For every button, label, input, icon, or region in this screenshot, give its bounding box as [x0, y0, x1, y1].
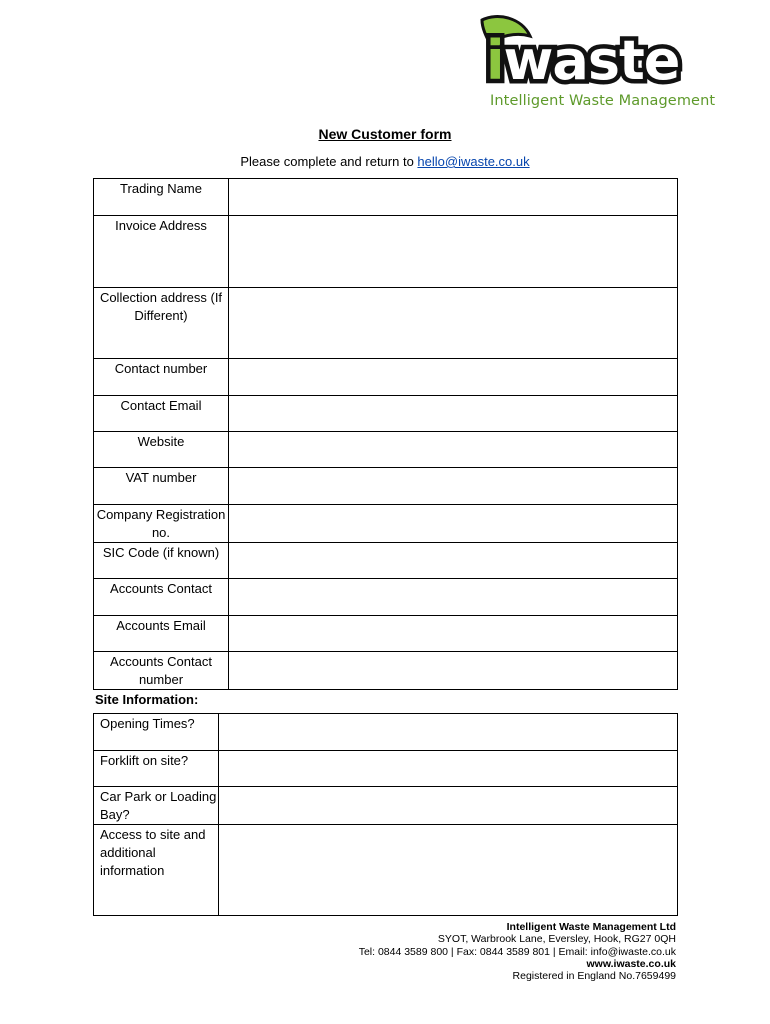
- forklift-field[interactable]: [219, 751, 678, 787]
- site-access-field[interactable]: [219, 825, 678, 916]
- field-label: VAT number: [94, 468, 229, 505]
- field-label: Accounts Contact number: [94, 652, 229, 690]
- form-subtitle: [0, 154, 770, 169]
- sic-code-field[interactable]: [229, 543, 678, 579]
- invoice-address-field[interactable]: [229, 216, 678, 288]
- footer: [359, 921, 676, 982]
- logo-wordmark: iwaste: [486, 29, 680, 92]
- site-info-heading: Site Information:: [95, 692, 199, 707]
- accounts-contact-number-field[interactable]: [229, 652, 678, 690]
- site-info-table: [93, 713, 678, 916]
- customer-details-table: [93, 178, 678, 690]
- field-label: Access to site and additional information: [94, 825, 219, 916]
- field-label: Accounts Email: [94, 616, 229, 652]
- footer-address: SYOT, Warbrook Lane, Eversley, Hook, RG27 0QH: [437, 933, 676, 946]
- field-label: Opening Times?: [94, 714, 219, 751]
- form-title: New Customer form: [318, 126, 452, 142]
- email-link[interactable]: hello@iwaste.co.uk: [417, 154, 530, 169]
- field-label: Collection address (If Different): [94, 288, 229, 359]
- iwaste-logo: [478, 14, 736, 114]
- subtitle-text: Please complete and return to: [240, 154, 418, 169]
- accounts-email-field[interactable]: [229, 616, 678, 652]
- field-label: SIC Code (if known): [94, 543, 229, 579]
- footer-contact: Tel: 0844 3589 800 | Fax: 0844 3589 801 | Email: info@iwaste.co.uk: [358, 945, 676, 958]
- contact-email-field[interactable]: [229, 396, 678, 432]
- contact-number-field[interactable]: [229, 359, 678, 396]
- trading-name-field[interactable]: [229, 179, 678, 216]
- logo-tagline: Intelligent Waste Management: [490, 93, 716, 109]
- collection-address-field[interactable]: [229, 288, 678, 359]
- field-label: Trading Name: [94, 179, 229, 216]
- field-label: Contact Email: [94, 396, 229, 432]
- field-label: Invoice Address: [94, 216, 229, 288]
- footer-website: www.iwaste.co.uk: [586, 957, 676, 970]
- company-registration-field[interactable]: [229, 505, 678, 543]
- website-field[interactable]: [229, 432, 678, 468]
- car-park-field[interactable]: [219, 787, 678, 825]
- accounts-contact-field[interactable]: [229, 579, 678, 616]
- field-label: Accounts Contact: [94, 579, 229, 616]
- field-label: Contact number: [94, 359, 229, 396]
- vat-number-field[interactable]: [229, 468, 678, 505]
- field-label: Company Registration no.: [94, 505, 229, 543]
- field-label: Car Park or Loading Bay?: [94, 787, 219, 825]
- field-label: Forklift on site?: [94, 751, 219, 787]
- opening-times-field[interactable]: [219, 714, 678, 751]
- footer-registered: Registered in England No.7659499: [512, 970, 676, 983]
- footer-company: Intelligent Waste Management Ltd: [506, 921, 676, 933]
- field-label: Website: [94, 432, 229, 468]
